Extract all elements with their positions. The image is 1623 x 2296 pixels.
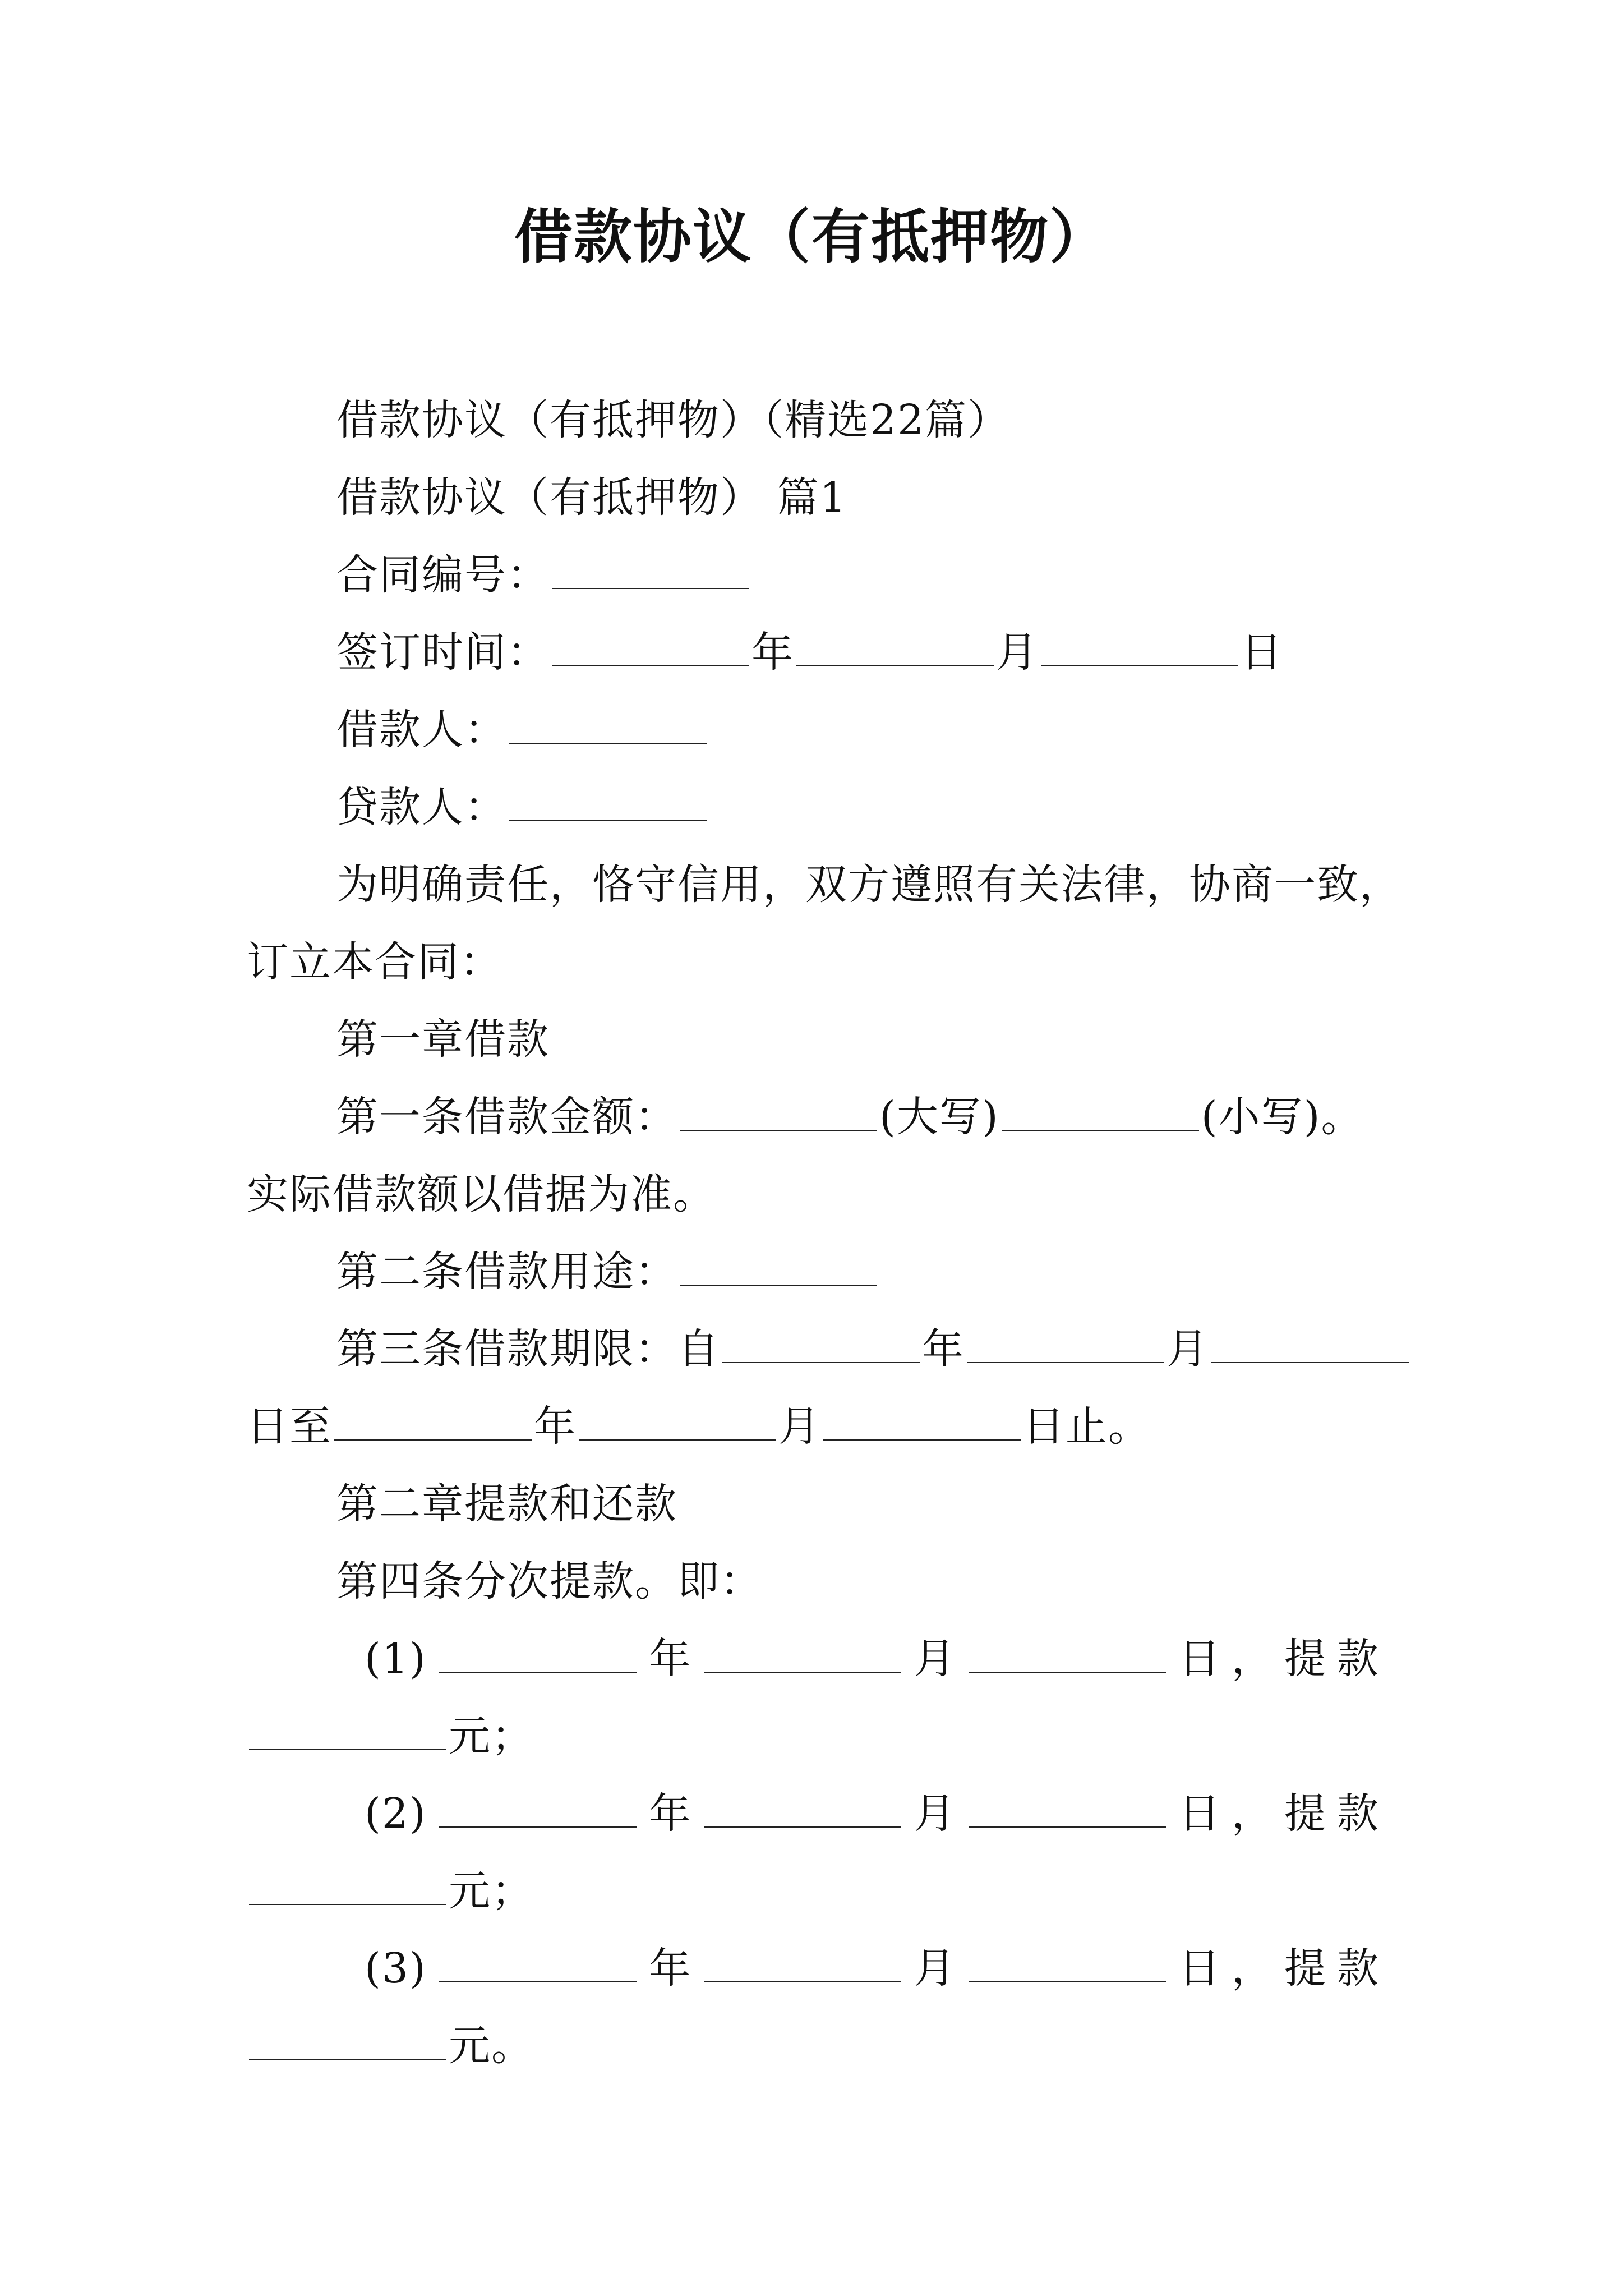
article-1-line-2: 实际借款额以借据为准。 bbox=[247, 1170, 716, 1218]
chapter-2-heading: 第二章提款和还款 bbox=[336, 1480, 677, 1528]
withdrawal-day-blank bbox=[969, 1793, 1166, 1828]
kuan-char: 款 bbox=[1336, 1944, 1380, 1993]
year-label: 年 bbox=[649, 1635, 692, 1683]
start-year-blank bbox=[722, 1328, 920, 1363]
year-label: 年 bbox=[534, 1402, 577, 1451]
upper-case-label: (大写) bbox=[879, 1093, 999, 1141]
withdrawal-month-blank bbox=[704, 1793, 901, 1828]
kuan-char: 款 bbox=[1336, 1635, 1380, 1683]
sign-time-label: 签订时间： bbox=[336, 628, 550, 677]
yuan-label: 元； bbox=[449, 1712, 534, 1760]
sign-time-row bbox=[247, 614, 1380, 691]
day-end-label: 日止。 bbox=[1023, 1402, 1151, 1451]
month-label: 月 bbox=[914, 1635, 957, 1683]
day-label: 日 bbox=[1178, 1789, 1221, 1838]
withdrawal-row-3 bbox=[247, 1930, 1380, 2007]
withdrawal-day-blank bbox=[969, 1948, 1166, 1982]
purpose-blank bbox=[680, 1251, 877, 1286]
withdrawal-year-blank bbox=[439, 1638, 637, 1673]
document-body bbox=[247, 381, 1402, 2085]
day-label: 日 bbox=[1241, 628, 1283, 677]
yuan-label: 元。 bbox=[449, 2022, 534, 2070]
end-month-blank bbox=[579, 1406, 776, 1441]
comma: ， bbox=[1231, 1635, 1274, 1683]
article-1-label: 第一条借款金额： bbox=[336, 1093, 677, 1141]
comma: ， bbox=[1231, 1789, 1274, 1838]
end-year-blank bbox=[334, 1406, 532, 1441]
article-3-row bbox=[247, 1310, 1380, 1388]
withdrawal-row-2 bbox=[247, 1775, 1380, 1852]
withdrawal-year-blank bbox=[439, 1793, 637, 1828]
comma: ， bbox=[1231, 1944, 1274, 1993]
day-label: 日 bbox=[1178, 1635, 1221, 1683]
withdrawal-amount-blank bbox=[249, 1715, 446, 1750]
withdrawal-month-blank bbox=[704, 1638, 901, 1673]
withdrawal-amount-row-3 bbox=[247, 2007, 1380, 2085]
withdraw-char: 提 bbox=[1284, 1789, 1327, 1838]
kuan-char: 款 bbox=[1336, 1789, 1380, 1838]
withdrawal-month-blank bbox=[704, 1948, 901, 1982]
withdraw-char: 提 bbox=[1284, 1944, 1327, 1993]
sign-day-blank bbox=[1041, 632, 1238, 666]
intro-line-2: 订立本合同： bbox=[247, 938, 502, 986]
section-heading: 借款协议（有抵押物） 篇1 bbox=[336, 473, 847, 522]
intro-line-1: 为明确责任，恪守信用，双方遵照有关法律，协商一致， bbox=[336, 861, 1402, 909]
lender-blank bbox=[509, 786, 707, 821]
day-label: 日 bbox=[1178, 1944, 1221, 1993]
contract-number-row bbox=[247, 536, 1380, 614]
sign-year-blank bbox=[552, 632, 749, 666]
withdrawal-day-blank bbox=[969, 1638, 1166, 1673]
year-label: 年 bbox=[649, 1944, 692, 1993]
contract-number-label: 合同编号： bbox=[336, 551, 550, 599]
month-label: 月 bbox=[1166, 1325, 1209, 1373]
borrower-row bbox=[247, 691, 1380, 769]
chapter-1-heading: 第一章借款 bbox=[336, 1015, 550, 1064]
month-label: 月 bbox=[914, 1944, 957, 1993]
start-day-blank bbox=[1211, 1328, 1409, 1363]
withdrawal-row-1 bbox=[247, 1620, 1380, 1697]
withdraw-char: 提 bbox=[1284, 1635, 1327, 1683]
article-2-label: 第二条借款用途： bbox=[336, 1248, 677, 1296]
article-3-label: 第三条借款期限：自 bbox=[336, 1325, 720, 1373]
document-title: 借款协议（有抵押物） bbox=[514, 202, 1109, 271]
lender-label: 贷款人： bbox=[336, 783, 507, 831]
day-to-label: 日至 bbox=[247, 1402, 332, 1451]
subtitle: 借款协议（有抵押物）（精选22篇） bbox=[336, 396, 1011, 444]
end-day-blank bbox=[823, 1406, 1021, 1441]
start-month-blank bbox=[967, 1328, 1164, 1363]
contract-number-blank bbox=[552, 554, 749, 589]
year-label: 年 bbox=[649, 1789, 692, 1838]
year-label: 年 bbox=[922, 1325, 965, 1373]
withdrawal-year-blank bbox=[439, 1948, 637, 1982]
article-4-heading: 第四条分次提款。即： bbox=[336, 1557, 763, 1605]
withdrawal-number: (2) bbox=[365, 1789, 427, 1838]
withdrawal-amount-blank bbox=[249, 1870, 446, 1905]
lower-case-label: (小写)。 bbox=[1201, 1093, 1364, 1141]
month-label: 月 bbox=[778, 1402, 821, 1451]
article-3-line-2 bbox=[247, 1388, 1380, 1465]
article-1-row bbox=[247, 1078, 1380, 1156]
borrower-label: 借款人： bbox=[336, 706, 507, 754]
sign-month-blank bbox=[796, 632, 994, 666]
amount-upper-blank bbox=[680, 1096, 877, 1131]
withdrawal-number: (3) bbox=[365, 1944, 427, 1993]
yuan-label: 元； bbox=[449, 1867, 534, 1915]
borrower-blank bbox=[509, 709, 707, 744]
lender-row bbox=[247, 769, 1380, 846]
amount-lower-blank bbox=[1002, 1096, 1199, 1131]
withdrawal-amount-blank bbox=[249, 2025, 446, 2060]
month-label: 月 bbox=[996, 628, 1039, 677]
withdrawal-amount-row-2 bbox=[247, 1852, 1380, 1930]
article-2-row bbox=[247, 1233, 1380, 1310]
withdrawal-number: (1) bbox=[365, 1635, 427, 1683]
month-label: 月 bbox=[914, 1789, 957, 1838]
year-label: 年 bbox=[751, 628, 794, 677]
withdrawal-amount-row-1 bbox=[247, 1697, 1380, 1775]
